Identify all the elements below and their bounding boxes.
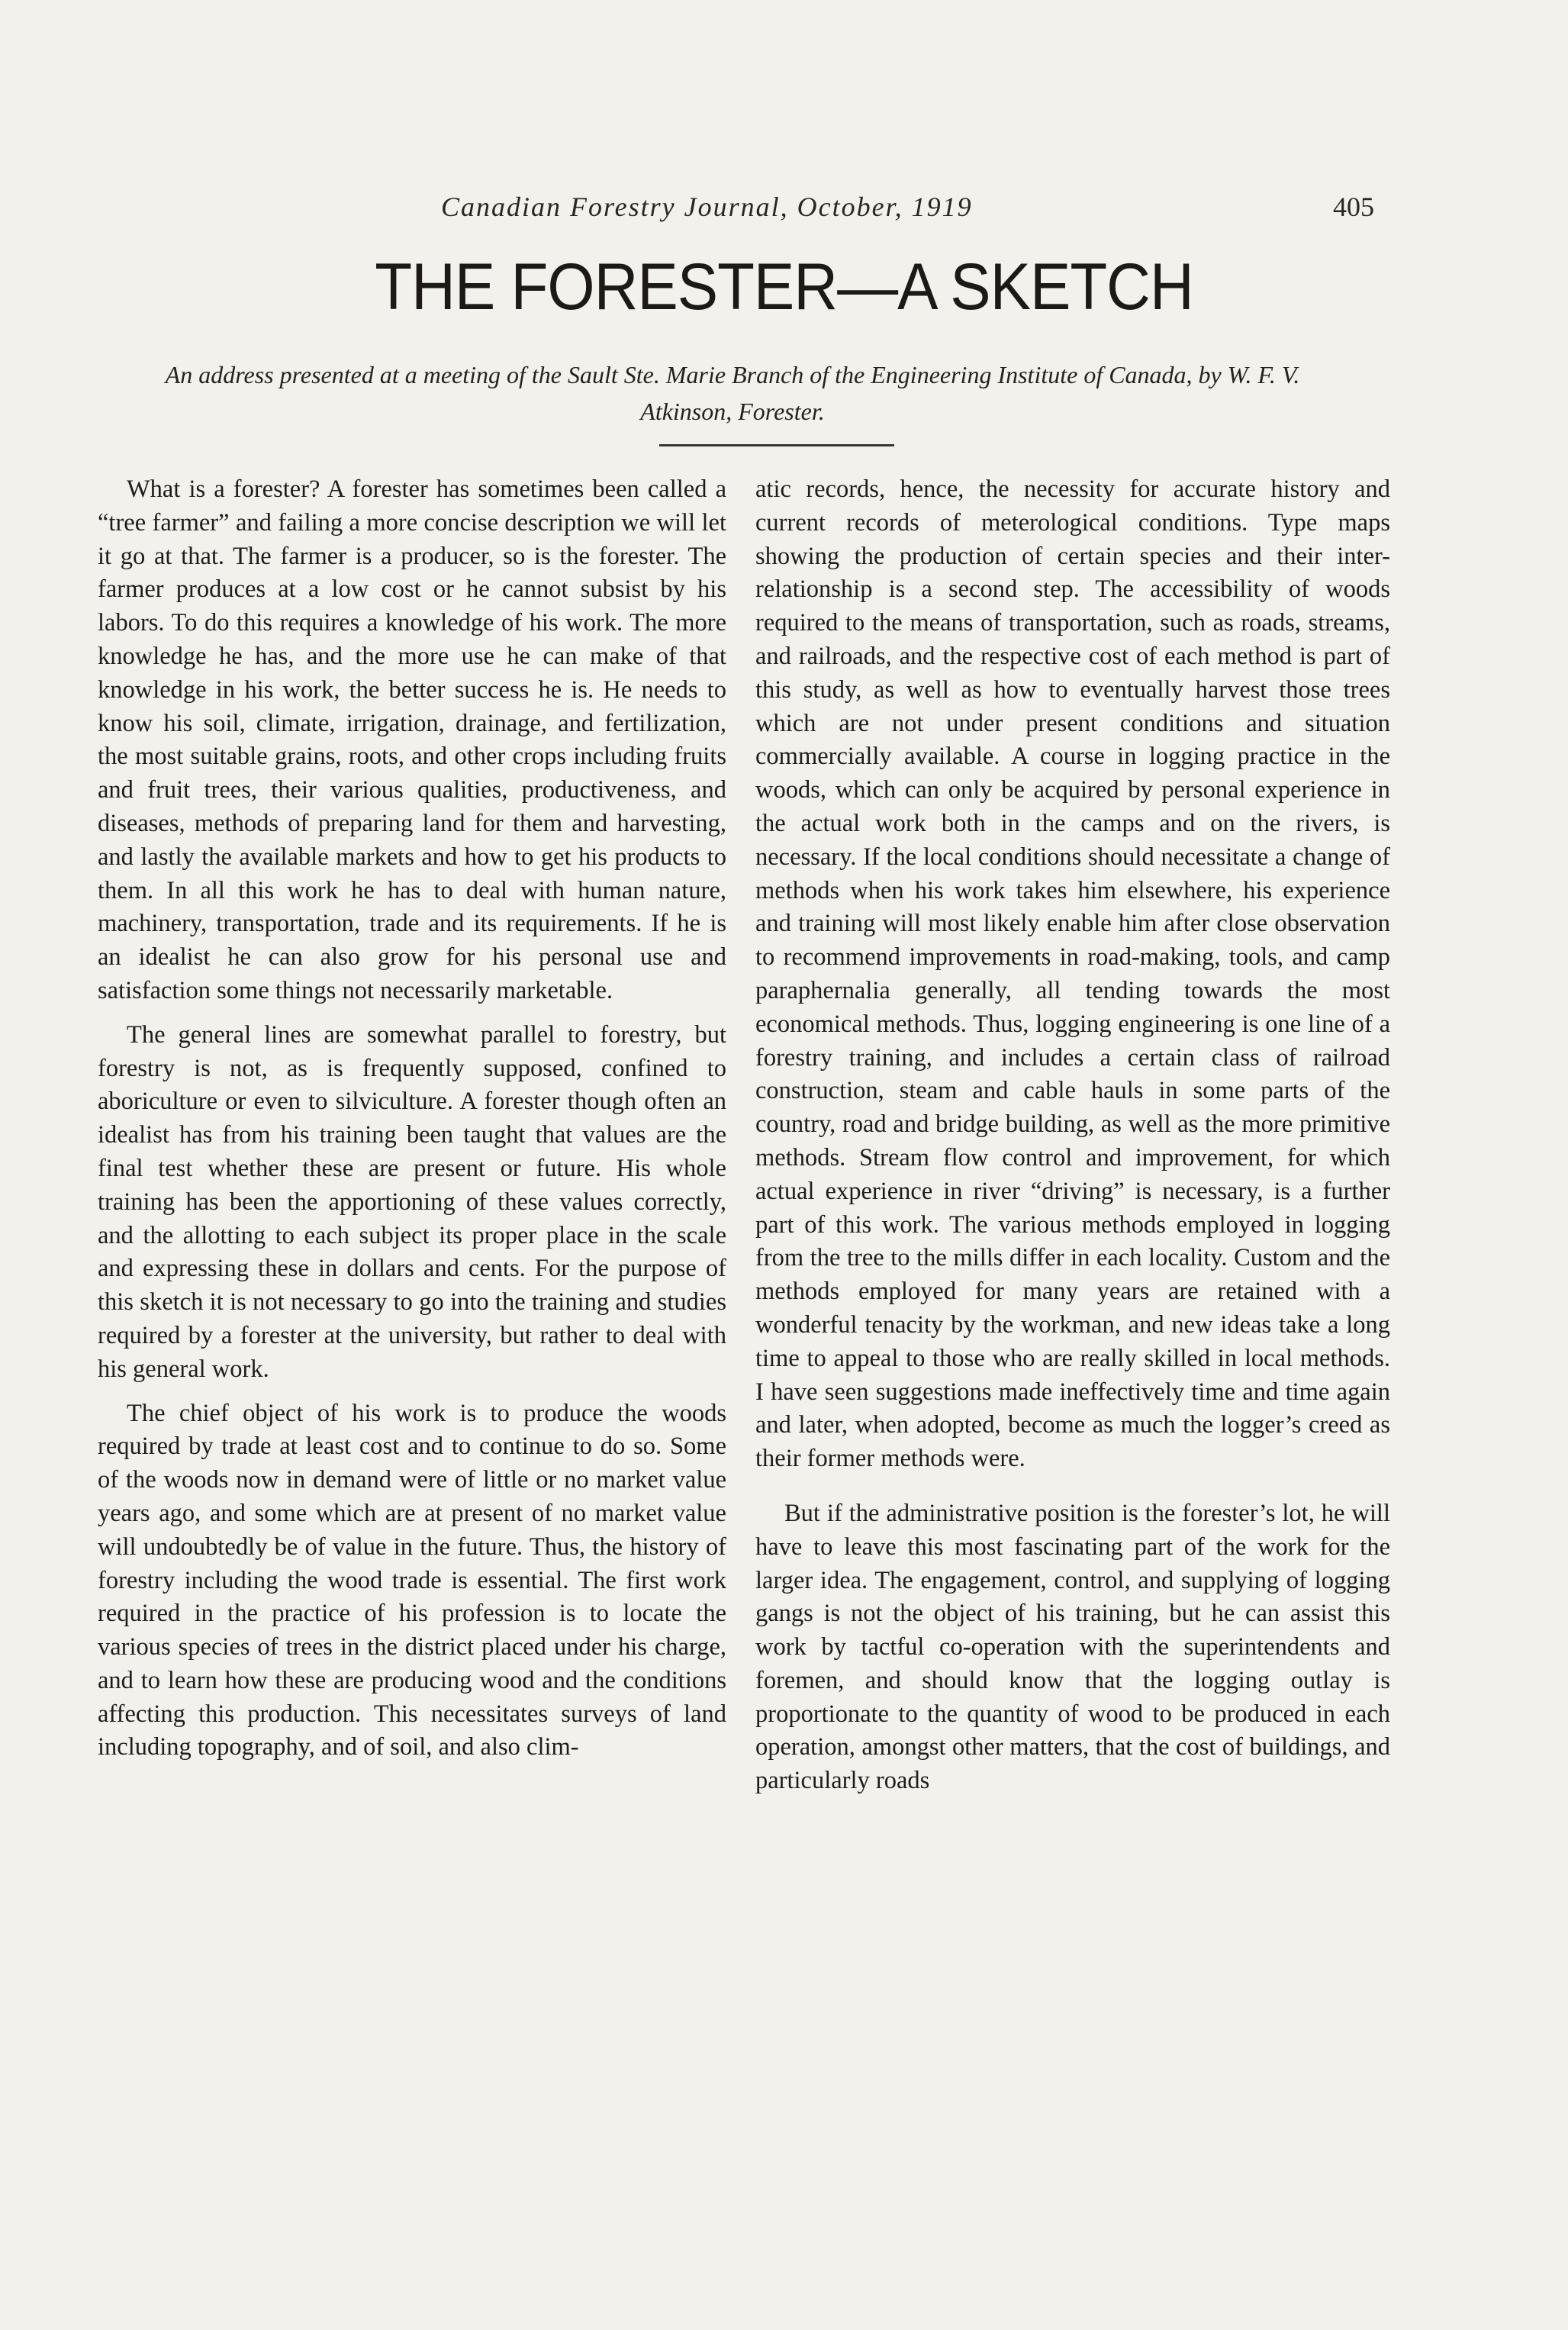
running-head (0, 191, 1568, 229)
paragraph: What is a forester? A forester has sometimes been called a “tree farmer” and failing a more concise description we will let it go at that. The farmer is a producer, so is the forester. The farmer produces at a low cost or he cannot subsist by his labors. To do this requires a knowledge of his work. The more knowledge he has, and the more use he can make of that knowledge in his work, the better success he is. He needs to know his soil, climate, irrigation, drainage, and fertilization, the most suitable grains, roots, and other crops including fruits and fruit trees, their various qualities, productiveness, and diseases, methods of preparing land for them and harvesting, and lastly the available markets and how to get his products to them. In all this work he has to deal with human nature, machinery, transportation, trade and its requirements. If he is an idealist he can also grow for his personal use and satisfaction some things not necessarily marketable. (98, 475, 726, 1004)
title-divider (659, 444, 894, 446)
paragraph: The chief object of his work is to produce the woods required by trade at least cost and to continue to do so. Some of the woods now in demand were of little or no market value years ago, and some which are at present of no market value will undoubtedly be of value in the future. Thus, the history of forestry including the wood trade is essential. The first work required in the practice of his profession is to locate the various species of trees in the district placed under his charge, and to learn how these are producing wood and the conditions affecting this production. This necessitates surveys of land including topography, and of soil, and also clim- (98, 1399, 726, 1761)
article-subtitle: An address presented at a meeting of the Sault Ste. Marie Branch of the Engineering Institute of Canada, by W. F. V. Atkinson, Forester. (165, 361, 1300, 425)
paragraph: But if the administrative position is the forester’s lot, he will have to leave this most fascinating part of the work for the larger idea. The engagement, control, and supplying of logging gangs is not the object of his training, but he can assist this work by tactful co-operation with the superintendents and foremen, and should know that the logging outlay is proportionate to the quantity of wood to be produced in each operation, amongst other matters, that the cost of buildings, and particularly roads (755, 1499, 1390, 1795)
left-column (98, 473, 726, 1764)
article-title: THE FORESTER—A SKETCH (375, 250, 1193, 324)
right-column (755, 473, 1390, 1798)
page-number: 405 (1333, 192, 1374, 222)
journal-name-and-date: Canadian Forestry Journal, October, 1919 (441, 192, 973, 222)
paragraph: The general lines are somewhat parallel to forestry, but forestry is not, as is frequently supposed, confined to aboriculture or even to silviculture. A forester though often an idealist has from his training been taught that values are the final test whether these are present or future. His whole training has been the apportioning of these values correctly, and the allotting to each subject its proper place in the scale and expressing these in dollars and cents. For the purpose of this sketch it is not necessary to go into the training and studies required by a forester at the university, but rather to deal with his general work. (98, 1020, 726, 1383)
paragraph-continued: atic records, hence, the necessity for accurate history and current records of meterological conditions. Type maps showing the production of certain species and their inter-relationship is a second step. The accessibility of woods required to the means of transportation, such as roads, streams, and railroads, and the respective cost of each method is part of this study, as well as how to eventually harvest those trees which are not under present conditions and situation commercially available. A course in logging practice in the woods, which can only be acquired by personal experience in the actual work both in the camps and on the rivers, is necessary. If the local conditions should necessitate a change of methods when his work takes him elsewhere, his experience and training will most likely enable him after close observation to recommend improvements in road-making, tools, and camp paraphernalia generally, all tending towards the most economical methods. Thus, logging engineering is one line of a forestry training, and includes a certain class of railroad construction, steam and cable hauls in some parts of the country, road and bridge building, as well as the more primitive methods. Stream flow control and improvement, for which actual experience in river “driving” is necessary, is a further part of this work. The various methods employed in logging from the tree to the mills differ in each locality. Custom and the methods employed for many years are retained with a wonderful tenacity by the workman, and new ideas take a long time to appeal to those who are really skilled in local methods. I have seen suggestions made ineffectively time and time again and later, when adopted, become as much the logger’s creed as their former methods were. (755, 475, 1390, 1473)
